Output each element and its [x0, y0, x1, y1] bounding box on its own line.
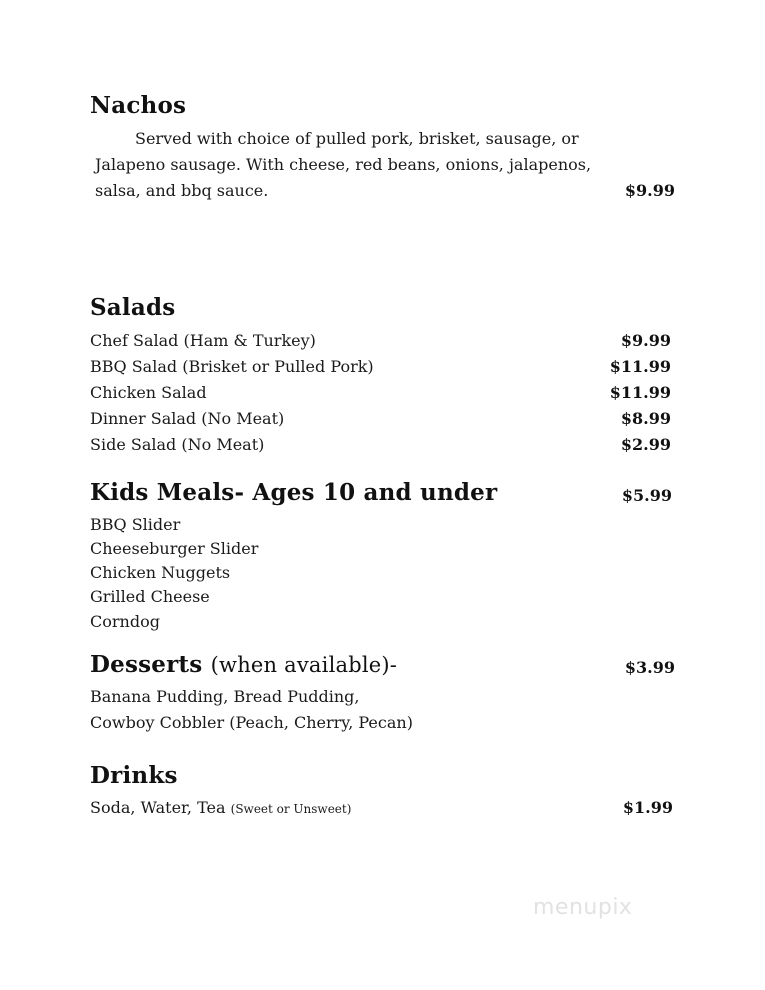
salad-price-side: $2.99: [620, 435, 671, 454]
drinks-heading: Drinks: [90, 762, 178, 789]
drinks-item-row: [90, 798, 351, 817]
salads-heading: Salads: [90, 294, 176, 321]
drinks-item-note: (Sweet or Unsweet): [230, 802, 352, 816]
nachos-description-line-2: Jalapeno sausage. With cheese, red beans, onions, jalapenos,: [95, 155, 592, 174]
nachos-price: $9.99: [624, 181, 675, 200]
nachos-description-line-1: Served with choice of pulled pork, brisket, sausage, or: [135, 129, 579, 148]
salad-item-chef: Chef Salad (Ham & Turkey): [90, 331, 316, 350]
salad-price-bbq: $11.99: [609, 357, 671, 376]
salad-price-chicken: $11.99: [609, 383, 671, 402]
salad-item-chicken: Chicken Salad: [90, 383, 207, 402]
drinks-item: Soda, Water, Tea: [90, 798, 226, 817]
desserts-heading: Desserts: [90, 651, 203, 678]
kids-meals-price: $5.99: [621, 486, 672, 505]
kids-item-bbq-slider: BBQ Slider: [90, 515, 181, 534]
nachos-description-line-3: salsa, and bbq sauce.: [95, 181, 269, 200]
salad-item-side: Side Salad (No Meat): [90, 435, 265, 454]
nachos-heading: Nachos: [90, 92, 187, 119]
salad-item-dinner: Dinner Salad (No Meat): [90, 409, 285, 428]
kids-item-cheeseburger-slider: Cheeseburger Slider: [90, 539, 259, 558]
desserts-price: $3.99: [624, 658, 675, 677]
menupix-watermark: menupix: [533, 895, 633, 920]
drinks-price: $1.99: [622, 798, 673, 817]
kids-meals-heading: Kids Meals- Ages 10 and under: [90, 479, 498, 506]
salad-price-chef: $9.99: [620, 331, 671, 350]
kids-item-chicken-nuggets: Chicken Nuggets: [90, 563, 231, 582]
kids-item-corndog: Corndog: [90, 612, 160, 631]
desserts-heading-row: [90, 651, 397, 678]
desserts-line-1: Banana Pudding, Bread Pudding,: [90, 687, 360, 706]
desserts-line-2: Cowboy Cobbler (Peach, Cherry, Pecan): [90, 713, 413, 732]
salad-price-dinner: $8.99: [620, 409, 671, 428]
kids-item-grilled-cheese: Grilled Cheese: [90, 587, 210, 606]
salad-item-bbq: BBQ Salad (Brisket or Pulled Pork): [90, 357, 374, 376]
desserts-heading-note: (when available)-: [210, 653, 398, 677]
